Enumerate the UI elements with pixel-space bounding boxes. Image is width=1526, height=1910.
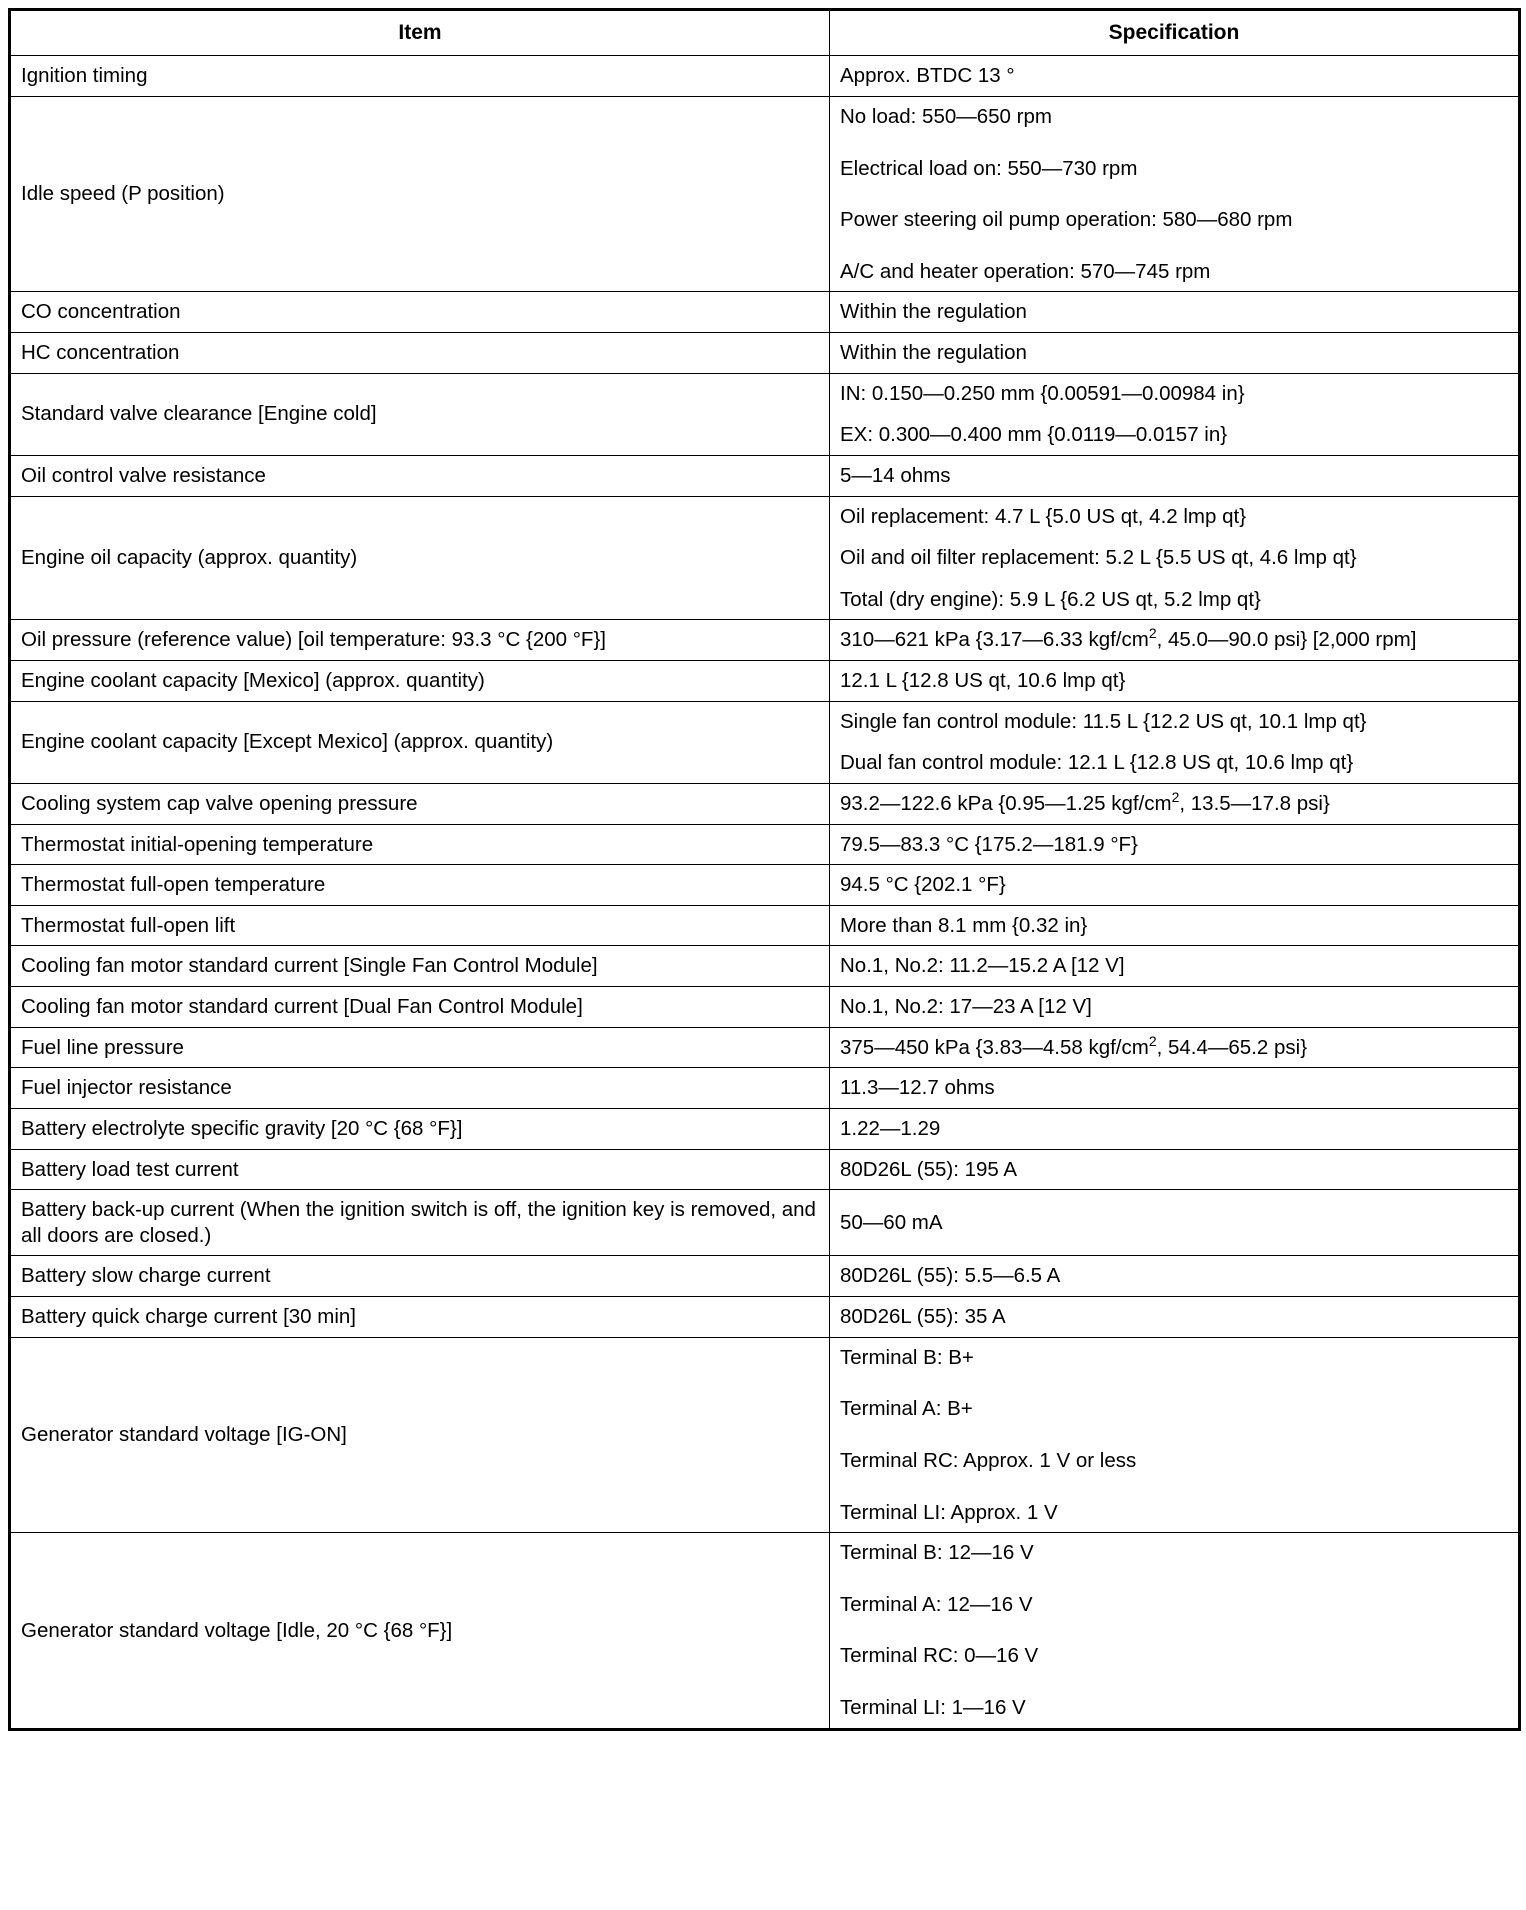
cell-specification xyxy=(830,865,1520,906)
spec-line: Within the regulation xyxy=(840,300,1027,324)
cell-item: Generator standard voltage [Idle, 20 °C {68 °F}] xyxy=(10,1533,830,1730)
spec-line: 375—450 kPa {3.83—4.58 kgf/$cm^2$, 54.4—65.2 psi} xyxy=(840,1032,1308,1059)
table-row xyxy=(10,1297,1520,1338)
table-body xyxy=(10,56,1520,1729)
spec-line: Approx. BTDC 13 ° xyxy=(840,64,1015,88)
cell-specification xyxy=(830,496,1520,620)
spec-line: 11.3—12.7 ohms xyxy=(840,1076,995,1100)
spec-line: 94.5 °C {202.1 °F} xyxy=(840,873,1006,897)
table-row xyxy=(10,1027,1520,1068)
cell-specification xyxy=(830,56,1520,97)
cell-item: Battery back-up current (When the ignition switch is off, the ignition key is removed, and all doors are closed.) xyxy=(10,1190,830,1256)
spec-line: Oil and oil filter replacement: 5.2 L {5.5 US qt, 4.6 lmp qt} xyxy=(840,546,1357,570)
table-row xyxy=(10,455,1520,496)
spec-line: 5—14 ohms xyxy=(840,463,951,487)
cell-item: Fuel line pressure xyxy=(10,1027,830,1068)
cell-item: Thermostat full-open lift xyxy=(10,905,830,946)
cell-specification xyxy=(830,1297,1520,1338)
table-row xyxy=(10,865,1520,906)
cell-specification xyxy=(830,1337,1520,1533)
spec-line: Terminal B: 12—16 V xyxy=(840,1541,1034,1565)
spec-line: Oil replacement: 4.7 L {5.0 US qt, 4.2 lmp qt} xyxy=(840,504,1247,528)
cell-specification xyxy=(830,1149,1520,1190)
table-row xyxy=(10,373,1520,455)
spec-line: Terminal A: 12—16 V xyxy=(840,1592,1033,1616)
table-row xyxy=(10,1190,1520,1256)
cell-item: Cooling fan motor standard current [Single Fan Control Module] xyxy=(10,946,830,987)
cell-specification xyxy=(830,905,1520,946)
cell-item: Battery electrolyte specific gravity [20 °C {68 °F}] xyxy=(10,1108,830,1149)
spec-line: EX: 0.300—0.400 mm {0.0119—0.0157 in} xyxy=(840,423,1228,447)
spec-line: More than 8.1 mm {0.32 in} xyxy=(840,913,1088,937)
spec-line: No.1, No.2: 17—23 A [12 V] xyxy=(840,995,1092,1018)
spec-line: Single fan control module: 11.5 L {12.2 US qt, 10.1 lmp qt} xyxy=(840,709,1367,733)
table-row xyxy=(10,1533,1520,1730)
spec-line: 93.2—122.6 kPa {0.95—1.25 kgf/$cm^2$, 13.5—17.8 psi} xyxy=(840,789,1330,815)
table-header xyxy=(10,10,1520,56)
column-header-item: Item xyxy=(10,10,830,56)
table-row xyxy=(10,96,1520,292)
spec-line: 80D26L (55): 195 A xyxy=(840,1157,1018,1181)
table-row xyxy=(10,1256,1520,1297)
cell-item: Thermostat full-open temperature xyxy=(10,865,830,906)
cell-item: Generator standard voltage [IG-ON] xyxy=(10,1337,830,1533)
spec-line: No load: 550—650 rpm xyxy=(840,104,1052,128)
cell-item: Ignition timing xyxy=(10,56,830,97)
cell-specification xyxy=(830,1256,1520,1297)
spec-line: Power steering oil pump operation: 580—680 rpm xyxy=(840,208,1293,232)
cell-item: Thermostat initial-opening temperature xyxy=(10,824,830,865)
table-row xyxy=(10,333,1520,374)
table-row xyxy=(10,1108,1520,1149)
cell-item: Battery quick charge current [30 min] xyxy=(10,1297,830,1338)
cell-specification xyxy=(830,96,1520,292)
spec-line: 310—621 kPa {3.17—6.33 kgf/$cm^2$, 45.0—90.0 psi} [2,000 rpm] xyxy=(840,625,1417,652)
cell-specification xyxy=(830,824,1520,865)
table-row xyxy=(10,292,1520,333)
spec-line: Dual fan control module: 12.1 L {12.8 US qt, 10.6 lmp qt} xyxy=(840,751,1354,775)
cell-item: Oil pressure (reference value) [oil temperature: 93.3 °C {200 °F}] xyxy=(10,620,830,661)
specification-table xyxy=(8,8,1521,1731)
spec-line: Terminal RC: 0—16 V xyxy=(840,1644,1039,1668)
cell-item: Standard valve clearance [Engine cold] xyxy=(10,373,830,455)
cell-item: Battery slow charge current xyxy=(10,1256,830,1297)
table-row xyxy=(10,987,1520,1028)
table-row xyxy=(10,783,1520,824)
table-row xyxy=(10,1149,1520,1190)
column-header-specification: Specification xyxy=(830,10,1520,56)
table-row xyxy=(10,661,1520,702)
spec-line: 80D26L (55): 5.5—6.5 A xyxy=(840,1264,1061,1288)
cell-specification xyxy=(830,987,1520,1028)
table-row xyxy=(10,946,1520,987)
table-row xyxy=(10,56,1520,97)
cell-specification xyxy=(830,1068,1520,1109)
spec-line: 1.22—1.29 xyxy=(840,1116,941,1140)
spec-line: Electrical load on: 550—730 rpm xyxy=(840,156,1138,180)
spec-line: Terminal A: B+ xyxy=(840,1397,973,1421)
cell-item: Oil control valve resistance xyxy=(10,455,830,496)
cell-specification xyxy=(830,1108,1520,1149)
cell-item: Fuel injector resistance xyxy=(10,1068,830,1109)
cell-specification xyxy=(830,292,1520,333)
cell-item: Engine oil capacity (approx. quantity) xyxy=(10,496,830,620)
table-row xyxy=(10,1337,1520,1533)
table-row xyxy=(10,496,1520,620)
spec-line: Terminal LI: 1—16 V xyxy=(840,1696,1026,1719)
cell-item: Cooling system cap valve opening pressure xyxy=(10,783,830,824)
cell-specification xyxy=(830,1190,1520,1256)
spec-line: A/C and heater operation: 570—745 rpm xyxy=(840,259,1211,283)
cell-specification xyxy=(830,620,1520,661)
cell-item: Engine coolant capacity [Mexico] (approx. quantity) xyxy=(10,661,830,702)
cell-item: Engine coolant capacity [Except Mexico] (approx. quantity) xyxy=(10,701,830,783)
cell-specification xyxy=(830,373,1520,455)
cell-item: Cooling fan motor standard current [Dual Fan Control Module] xyxy=(10,987,830,1028)
cell-specification xyxy=(830,661,1520,702)
table-row xyxy=(10,1068,1520,1109)
spec-line: 12.1 L {12.8 US qt, 10.6 lmp qt} xyxy=(840,669,1126,692)
table-row xyxy=(10,824,1520,865)
table-row xyxy=(10,701,1520,783)
spec-line: Total (dry engine): 5.9 L {6.2 US qt, 5.2 lmp qt} xyxy=(840,587,1261,611)
table-row xyxy=(10,620,1520,661)
spec-line: 50—60 mA xyxy=(840,1210,943,1234)
cell-item: Idle speed (P position) xyxy=(10,96,830,292)
cell-specification xyxy=(830,946,1520,987)
spec-line: Within the regulation xyxy=(840,341,1027,364)
cell-specification xyxy=(830,701,1520,783)
cell-item: HC concentration xyxy=(10,333,830,374)
spec-line: Terminal RC: Approx. 1 V or less xyxy=(840,1448,1137,1472)
spec-line: No.1, No.2: 11.2—15.2 A [12 V] xyxy=(840,954,1125,978)
cell-specification xyxy=(830,1533,1520,1730)
cell-specification xyxy=(830,1027,1520,1068)
spec-line: IN: 0.150—0.250 mm {0.00591—0.00984 in} xyxy=(840,381,1245,405)
cell-item: CO concentration xyxy=(10,292,830,333)
cell-specification xyxy=(830,455,1520,496)
cell-specification xyxy=(830,783,1520,824)
cell-item: Battery load test current xyxy=(10,1149,830,1190)
cell-specification xyxy=(830,333,1520,374)
spec-line: Terminal LI: Approx. 1 V xyxy=(840,1500,1058,1524)
table-row xyxy=(10,905,1520,946)
table-header-row xyxy=(10,10,1520,56)
spec-line: 79.5—83.3 °C {175.2—181.9 °F} xyxy=(840,832,1138,856)
spec-line: 80D26L (55): 35 A xyxy=(840,1305,1006,1328)
spec-line: Terminal B: B+ xyxy=(840,1345,974,1369)
